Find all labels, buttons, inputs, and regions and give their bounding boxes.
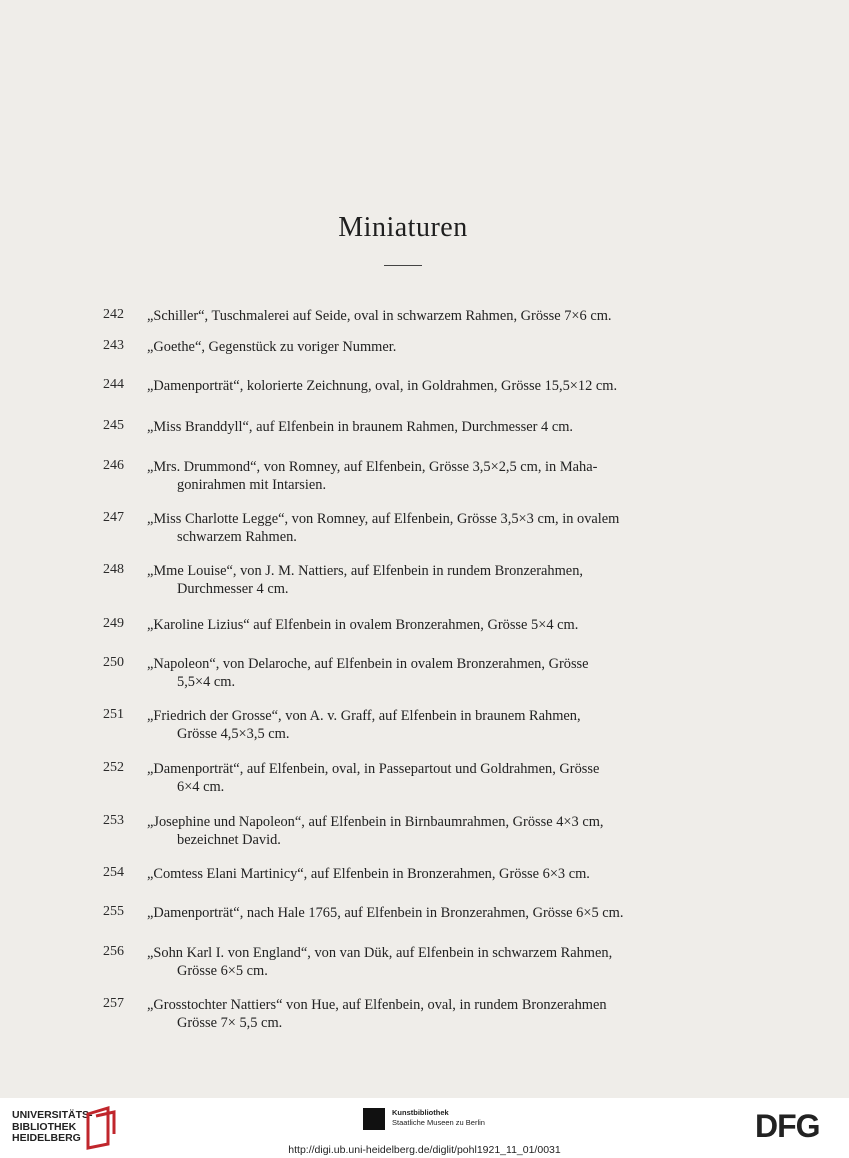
entry-line-1: „Friedrich der Grosse“, von A. v. Graff, auf Elfenbein in braunem Rahmen,: [147, 708, 581, 724]
entry-text: [147, 944, 695, 980]
entry-number: 249: [103, 616, 124, 631]
entry-line-2: Grösse 7× 5,5 cm.: [177, 1015, 283, 1031]
entry-number: 245: [103, 418, 124, 433]
entry-text: [147, 996, 695, 1032]
entry-line-1: „Goethe“, Gegenstück zu voriger Nummer.: [147, 339, 397, 355]
entry-text: [147, 307, 695, 325]
source-url[interactable]: http://digi.ub.uni-heidelberg.de/diglit/pohl1921_11_01/0031: [288, 1144, 561, 1156]
entry-line-2: Grösse 6×5 cm.: [177, 963, 268, 979]
entry-number: 250: [103, 655, 124, 670]
entry-text: [147, 510, 695, 546]
entry-line-1: „Mrs. Drummond“, von Romney, auf Elfenbein, Grösse 3,5×2,5 cm, in Maha-: [147, 459, 598, 475]
uni-line-1: UNIVERSITÄTS-: [12, 1109, 93, 1121]
entry-line-1: „Sohn Karl I. von England“, von van Dük, auf Elfenbein in schwarzem Rahmen,: [147, 945, 613, 961]
entry-number: 256: [103, 944, 124, 959]
entry-text: [147, 707, 695, 743]
entry-line-1: „Mme Louise“, von J. M. Nattiers, auf Elfenbein in rundem Bronzerahmen,: [147, 563, 583, 579]
entry-text: [147, 338, 695, 356]
entry-line-1: „Napoleon“, von Delaroche, auf Elfenbein in ovalem Bronzerahmen, Grösse: [147, 656, 589, 672]
entry-text: [147, 760, 695, 796]
page-title: Miniaturen: [338, 212, 468, 243]
entry-line-1: „Josephine und Napoleon“, auf Elfenbein in Birnbaumrahmen, Grösse 4×3 cm,: [147, 814, 604, 830]
entry-line-1: „Damenporträt“, kolorierte Zeichnung, oval, in Goldrahmen, Grösse 15,5×12 cm.: [147, 378, 618, 394]
university-library-logo-text: [12, 1110, 93, 1145]
entry-line-1: „Grosstochter Nattiers“ von Hue, auf Elfenbein, oval, in rundem Bronzerahmen: [147, 997, 607, 1013]
footer-bar: [0, 1098, 849, 1158]
entry-text: [147, 562, 695, 598]
entry-line-1: „Damenporträt“, nach Hale 1765, auf Elfenbein in Bronzerahmen, Grösse 6×5 cm.: [147, 905, 624, 921]
entry-line-2: schwarzem Rahmen.: [177, 529, 297, 545]
entry-line-1: „Damenporträt“, auf Elfenbein, oval, in Passepartout und Goldrahmen, Grösse: [147, 761, 600, 777]
entry-line-1: „Miss Charlotte Legge“, von Romney, auf Elfenbein, Grösse 3,5×3 cm, in ovalem: [147, 511, 620, 527]
entry-text: [147, 616, 695, 634]
entry-text: [147, 377, 695, 395]
entry-number: 253: [103, 813, 124, 828]
entry-line-2: 5,5×4 cm.: [177, 674, 236, 690]
uni-line-2: BIBLIOTHEK: [12, 1120, 77, 1133]
kunstbibliothek-logo-icon: [363, 1108, 385, 1130]
entry-text: [147, 813, 695, 849]
entry-number: 243: [103, 338, 124, 353]
entry-line-1: „Miss Branddyll“, auf Elfenbein in braunem Rahmen, Durchmesser 4 cm.: [147, 419, 574, 435]
entry-text: [147, 904, 695, 922]
entry-line-2: Grösse 4,5×3,5 cm.: [177, 726, 290, 742]
entry-number: 246: [103, 458, 124, 473]
entry-number: 254: [103, 865, 124, 880]
entry-number: 242: [103, 307, 124, 322]
entry-number: 248: [103, 562, 124, 577]
entry-line-2: Durchmesser 4 cm.: [177, 581, 289, 597]
uni-line-3: HEIDELBERG: [12, 1132, 81, 1144]
entry-number: 244: [103, 377, 124, 392]
entry-line-2: bezeichnet David.: [177, 832, 281, 848]
kb-line-2: Staatliche Museen zu Berlin: [392, 1118, 485, 1127]
entry-line-1: „Karoline Lizius“ auf Elfenbein in ovalem Bronzerahmen, Grösse 5×4 cm.: [147, 617, 579, 633]
entry-text: [147, 458, 695, 494]
kunstbibliothek-text: [392, 1108, 485, 1128]
entry-number: 257: [103, 996, 124, 1011]
entry-number: 255: [103, 904, 124, 919]
entry-number: 252: [103, 760, 124, 775]
entry-line-1: „Schiller“, Tuschmalerei auf Seide, oval in schwarzem Rahmen, Grösse 7×6 cm.: [147, 308, 612, 324]
entry-line-2: 6×4 cm.: [177, 779, 225, 795]
title-rule: [384, 265, 422, 266]
entry-line-2: gonirahmen mit Intarsien.: [177, 477, 327, 493]
entry-number: 247: [103, 510, 124, 525]
entry-text: [147, 418, 695, 436]
kb-line-1: Kunstbibliothek: [392, 1108, 449, 1117]
entry-text: [147, 655, 695, 691]
entry-text: [147, 865, 695, 883]
entry-number: 251: [103, 707, 124, 722]
dfg-logo: DFG: [755, 1108, 820, 1144]
entry-line-1: „Comtess Elani Martinicy“, auf Elfenbein in Bronzerahmen, Grösse 6×3 cm.: [147, 866, 590, 882]
